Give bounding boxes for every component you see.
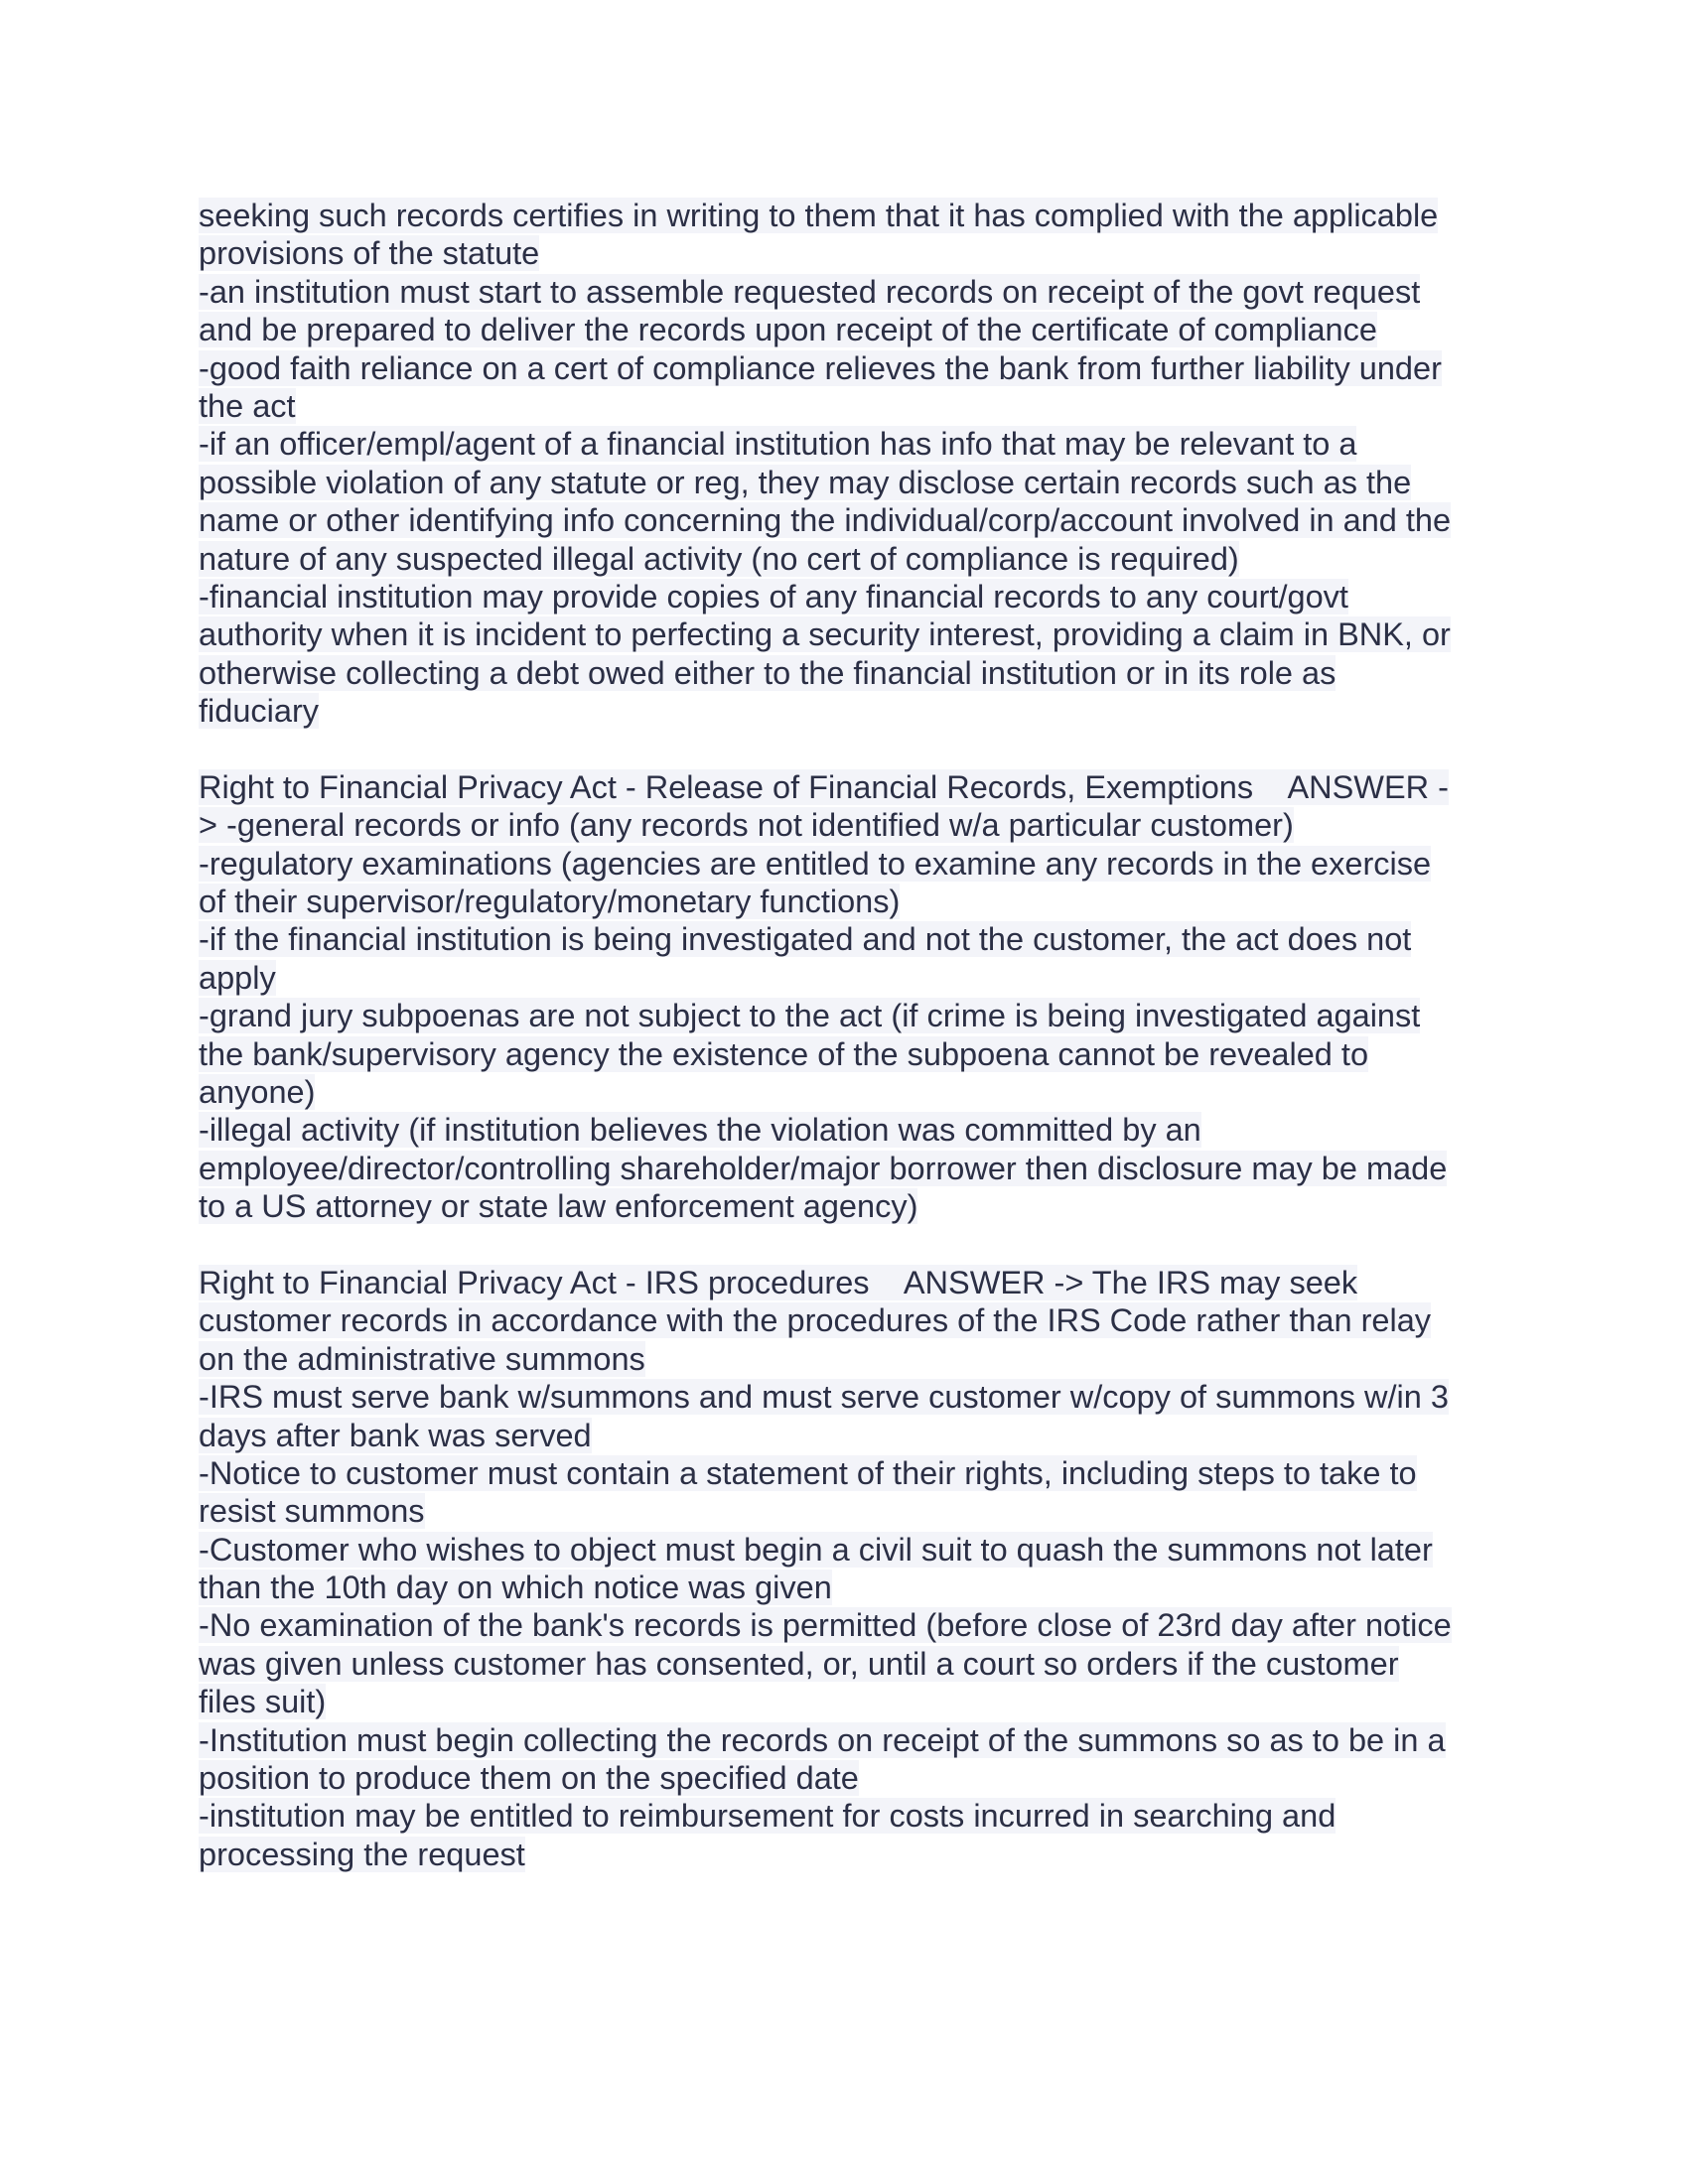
text-line: -IRS must serve bank w/summons and must serve customer w/copy of summons w/in 3 (199, 1379, 1449, 1416)
text-line: -Customer who wishes to object must begin a civil suit to quash the summons not later (199, 1531, 1433, 1568)
text-line: possible violation of any statute or reg, they may disclose certain records such as the (199, 464, 1412, 500)
text-line: -institution may be entitled to reimbursement for costs incurred in searching and (199, 1798, 1336, 1835)
text-block-intro (199, 197, 1489, 730)
text-line: fiduciary (199, 693, 320, 730)
text-line: -illegal activity (if institution believes the violation was committed by an (199, 1112, 1201, 1149)
text-line: resist summons (199, 1493, 425, 1530)
text-line: of their supervisor/regulatory/monetary functions) (199, 884, 901, 920)
text-line: -No examination of the bank's records is permitted (before close of 23rd day after notice (199, 1607, 1452, 1644)
text-line: provisions of the statute (199, 235, 540, 272)
text-line: -grand jury subpoenas are not subject to the act (if crime is being investigated against (199, 998, 1421, 1034)
text-line: seeking such records certifies in writing to them that it has complied with the applicable (199, 198, 1439, 233)
document-page (199, 197, 1489, 1912)
text-line: than the 10th day on which notice was given (199, 1570, 832, 1606)
text-line: otherwise collecting a debt owed either to the financial institution or in its role as (199, 654, 1336, 691)
text-line: -good faith reliance on a cert of compliance relieves the bank from further liability under (199, 349, 1442, 386)
text-line: employee/director/controlling shareholder/major borrower then disclosure may be made (199, 1150, 1448, 1186)
text-line: and be prepared to deliver the records upon receipt of the certificate of compliance (199, 312, 1377, 348)
text-line: anyone) (199, 1073, 316, 1110)
text-line: -if the financial institution is being investigated and not the customer, the act does not (199, 921, 1412, 958)
text-line: position to produce them on the specified date (199, 1760, 859, 1797)
text-line: processing the request (199, 1836, 525, 1872)
text-line: the bank/supervisory agency the existence of the subpoena cannot be revealed to (199, 1035, 1369, 1072)
text-line: the act (199, 387, 296, 424)
text-block-exemptions (199, 768, 1489, 1226)
text-line: name or other identifying info concerning the individual/corp/account involved in and the (199, 502, 1452, 539)
text-line: on the administrative summons (199, 1340, 645, 1377)
text-line: -an institution must start to assemble requested records on receipt of the govt request (199, 273, 1421, 310)
text-line: files suit) (199, 1684, 327, 1720)
text-line: apply (199, 959, 276, 996)
question-line: Right to Financial Privacy Act - IRS procedures ANSWER -> The IRS may seek (199, 1264, 1358, 1300)
text-line: to a US attorney or state law enforcement agency) (199, 1188, 918, 1225)
text-line: -if an officer/empl/agent of a financial institution has info that may be relevant to a (199, 426, 1357, 463)
text-line: nature of any suspected illegal activity (no cert of compliance is required) (199, 540, 1239, 577)
question-line: Right to Financial Privacy Act - Release of Financial Records, Exemptions ANSWER - (199, 768, 1449, 805)
text-line: was given unless customer has consented, or, until a court so orders if the customer (199, 1645, 1399, 1682)
text-line: -financial institution may provide copies of any financial records to any court/govt (199, 578, 1348, 614)
text-line: -Notice to customer must contain a statement of their rights, including steps to take to (199, 1454, 1417, 1491)
text-line: authority when it is incident to perfecting a security interest, providing a claim in BNK, or (199, 616, 1451, 653)
text-line: days after bank was served (199, 1417, 592, 1453)
text-line: -regulatory examinations (agencies are entitled to examine any records in the exercise (199, 845, 1432, 882)
text-line: > -general records or info (any records not identified w/a particular customer) (199, 807, 1294, 844)
text-line: -Institution must begin collecting the records on receipt of the summons so as to be in a (199, 1721, 1446, 1758)
text-line: customer records in accordance with the procedures of the IRS Code rather than relay (199, 1302, 1432, 1339)
text-block-irs-procedures (199, 1264, 1489, 1873)
